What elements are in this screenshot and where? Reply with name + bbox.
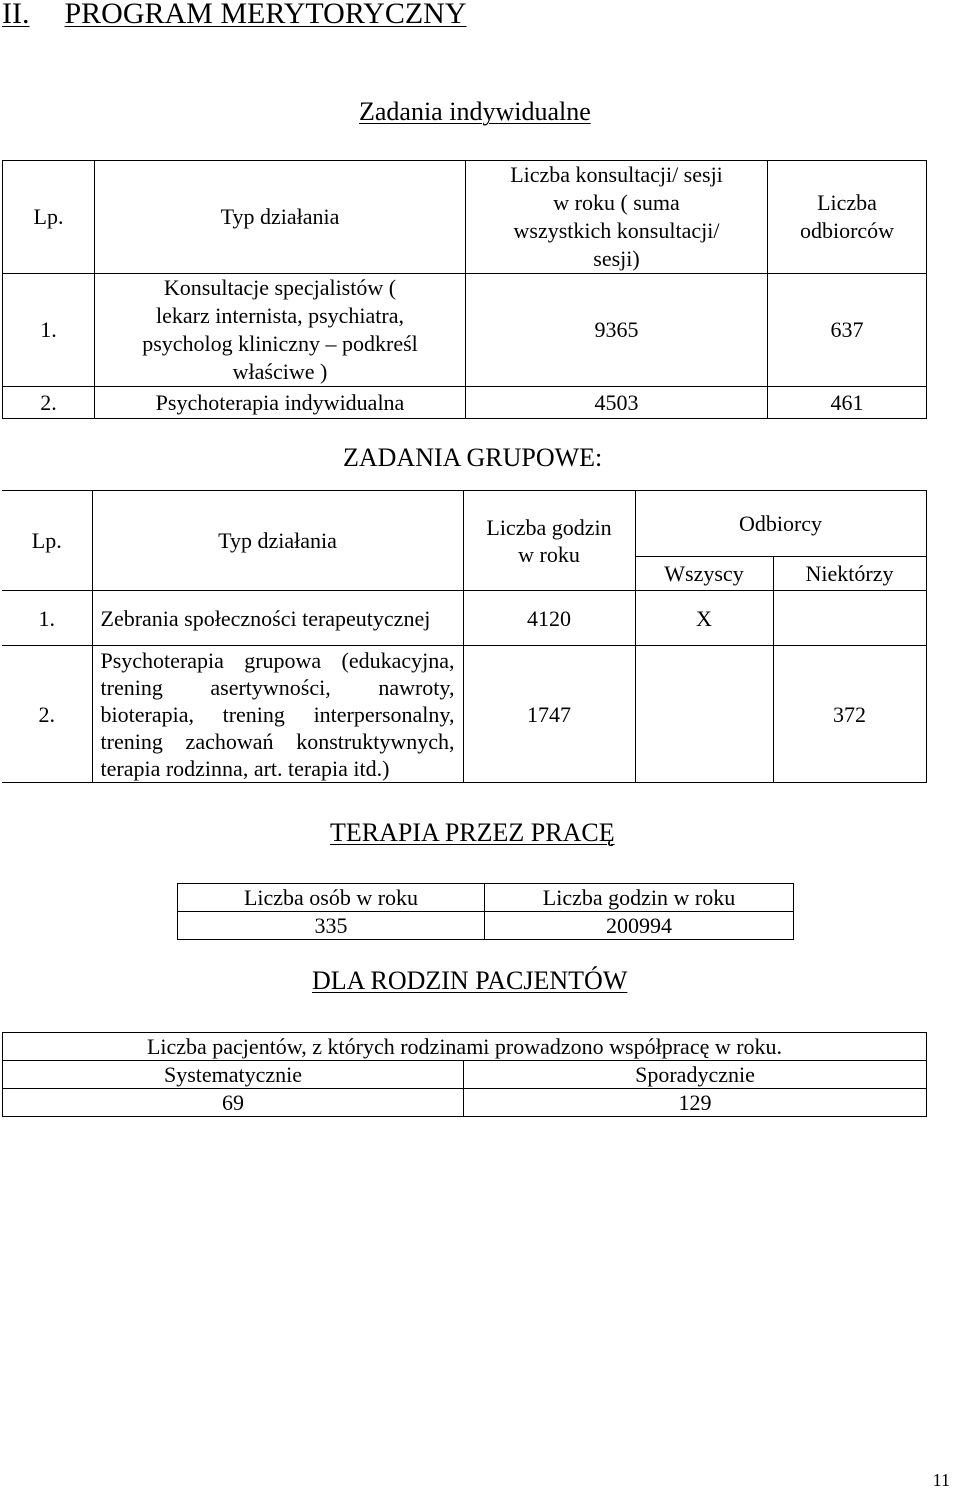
value-persons: 335: [178, 912, 485, 940]
row-sessions: 9365: [466, 274, 768, 387]
row-type: Psychoterapia grupowa (edukacyjna, trening asertywności, nawroty, bioterapia, trening interpersonalny, trening zachowań konstruktywnych, terapia rodzinna, art. terapia itd.): [92, 646, 463, 783]
individual-table: [2, 160, 927, 419]
value-sporadic: 129: [464, 1089, 927, 1117]
table-row: [3, 1089, 927, 1117]
individual-title: Zadania indywidualne: [359, 97, 591, 126]
row-all: [635, 646, 773, 783]
families-table: [2, 1032, 927, 1117]
section-number: II.: [2, 0, 30, 30]
table-row: [2, 591, 926, 646]
row-lp: 2.: [2, 646, 92, 783]
row-sessions: 4503: [466, 387, 768, 419]
families-title: DLA RODZIN PACJENTÓW: [312, 966, 628, 995]
table-caption-row: [3, 1033, 927, 1061]
row-lp: 1.: [2, 591, 92, 646]
header-type: Typ działania: [95, 161, 466, 274]
row-type: Konsultacje specjalistów ( lekarz internista, psychiatra, psycholog kliniczny – podkreśl właściwe ): [95, 274, 466, 387]
header-sporadic: Sporadycznie: [464, 1061, 927, 1089]
header-persons: Liczba osób w roku: [178, 884, 485, 912]
table-row: [2, 646, 926, 783]
row-some: [773, 591, 926, 646]
row-lp: 1.: [3, 274, 95, 387]
value-hours: 200994: [485, 912, 794, 940]
header-lp: Lp.: [2, 491, 92, 591]
group-table: [2, 490, 927, 783]
table-header-row: [3, 161, 927, 274]
table-header-row: [178, 884, 794, 912]
header-sessions: Liczba konsultacji/ sesji w roku ( suma wszystkich konsultacji/ sesji): [466, 161, 768, 274]
families-caption: Liczba pacjentów, z których rodzinami prowadzono współpracę w roku.: [3, 1033, 927, 1061]
header-systematic: Systematycznie: [3, 1061, 464, 1089]
header-some: Niektórzy: [773, 557, 926, 591]
row-type: Zebrania społeczności terapeutycznej: [92, 591, 463, 646]
header-recipients: Odbiorcy: [635, 491, 926, 557]
row-hours: 1747: [463, 646, 635, 783]
header-lp: Lp.: [3, 161, 95, 274]
table-header-row: [2, 491, 926, 557]
row-recipients: 461: [768, 387, 927, 419]
row-some: 372: [773, 646, 926, 783]
header-all: Wszyscy: [635, 557, 773, 591]
table-row: [178, 912, 794, 940]
page-number: 11: [932, 1470, 950, 1490]
row-recipients: 637: [768, 274, 927, 387]
row-all: X: [635, 591, 773, 646]
work-therapy-title: TERAPIA PRZEZ PRACĘ: [330, 818, 615, 847]
header-hours: Liczba godzin w roku: [463, 491, 635, 591]
table-row: [3, 387, 927, 419]
header-hours: Liczba godzin w roku: [485, 884, 794, 912]
table-header-row: [3, 1061, 927, 1089]
work-therapy-table: [177, 883, 794, 940]
table-row: [3, 274, 927, 387]
value-systematic: 69: [3, 1089, 464, 1117]
section-header: [2, 0, 467, 32]
header-recipients: Liczba odbiorców: [768, 161, 927, 274]
header-type: Typ działania: [92, 491, 463, 591]
section-title: PROGRAM MERYTORYCZNY: [64, 0, 467, 30]
row-lp: 2.: [3, 387, 95, 419]
row-type: Psychoterapia indywidualna: [95, 387, 466, 419]
row-hours: 4120: [463, 591, 635, 646]
group-title: ZADANIA GRUPOWE:: [343, 443, 603, 472]
